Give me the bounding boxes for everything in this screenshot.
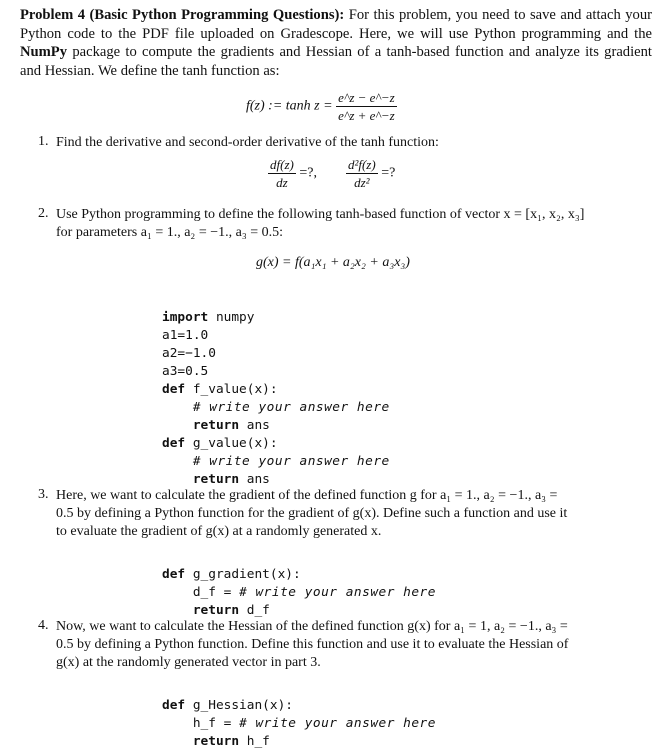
hessian-return: h_f bbox=[239, 734, 270, 749]
tanh-lhs: f(z) := tanh z = bbox=[246, 98, 333, 114]
gradient-comment: # write your answer here bbox=[239, 585, 436, 600]
second-derivative-rhs: =? bbox=[381, 165, 396, 181]
tanh-denominator: e^z + e^−z bbox=[338, 108, 395, 123]
return-keyword: return bbox=[192, 472, 240, 487]
second-derivative-numerator: d²f(z) bbox=[347, 157, 376, 172]
intro-text-b: package to compute the gradients and Hessian of a tanh-based function and analyze its gradient and Hessian. We define the tanh function as: bbox=[20, 44, 652, 79]
code-block-hessian bbox=[162, 679, 436, 751]
def-keyword: def bbox=[162, 698, 186, 713]
item-3-line-2: 0.5 by defining a Python function for the gradient of g(x). Define such a function and use it bbox=[56, 506, 568, 521]
derivative-equations bbox=[268, 157, 395, 190]
a3-assignment: a3=0.5 bbox=[162, 364, 209, 379]
gradient-return: d_f bbox=[239, 603, 270, 618]
item-3-number: 3. bbox=[38, 487, 49, 502]
a2-assignment: a2=−1.0 bbox=[162, 346, 216, 361]
second-derivative-denominator: dz² bbox=[354, 175, 370, 190]
def-keyword: def bbox=[162, 436, 186, 451]
item-4-line-2: 0.5 by defining a Python function. Define this function and use it to evaluate the Hessian of bbox=[56, 637, 569, 652]
import-module: numpy bbox=[208, 310, 255, 325]
item-3-line-3: to evaluate the gradient of g(x) at a randomly generated x. bbox=[56, 524, 382, 539]
g-value-signature: g_value(x): bbox=[185, 436, 278, 451]
g-function-equation: g(x) = f(a₁x₁ + a₂x₂ + a₃x₃) bbox=[256, 255, 410, 270]
first-derivative-rhs: =?, bbox=[299, 165, 317, 181]
g-value-return: ans bbox=[239, 472, 270, 487]
tanh-numerator: e^z − e^−z bbox=[338, 90, 395, 105]
item-4-number: 4. bbox=[38, 618, 49, 633]
hessian-signature: g_Hessian(x): bbox=[185, 698, 293, 713]
numpy-name: NumPy bbox=[20, 44, 68, 60]
item-1-number: 1. bbox=[38, 134, 49, 149]
first-derivative-fraction bbox=[268, 157, 296, 190]
intro-text-a: For this problem, you need to save and attach your Python code to the PDF file uploaded on Gradescope. Here, we will use Python programming and the bbox=[20, 7, 652, 42]
tanh-definition-equation bbox=[246, 90, 397, 123]
return-keyword: return bbox=[192, 603, 240, 618]
item-4-line-1: Now, we want to calculate the Hessian of the defined function g(x) for a₁ = 1, a₂ = −1., a₃ = bbox=[56, 619, 568, 634]
first-derivative-denominator: dz bbox=[276, 175, 288, 190]
gradient-signature: g_gradient(x): bbox=[185, 567, 301, 582]
code-block-gradient bbox=[162, 548, 436, 620]
f-value-comment: # write your answer here bbox=[192, 400, 390, 415]
item-3-line-1: Here, we want to calculate the gradient of the defined function g for a₁ = 1., a₂ = −1., a₃ = bbox=[56, 488, 558, 503]
gradient-assignment: d_f = bbox=[192, 585, 240, 600]
f-value-signature: f_value(x): bbox=[185, 382, 278, 397]
return-keyword: return bbox=[192, 734, 240, 749]
import-keyword: import bbox=[162, 310, 209, 325]
item-2-line-1: Use Python programming to define the following tanh-based function of vector x = [x₁, x₂, x₃] bbox=[56, 207, 585, 222]
def-keyword: def bbox=[162, 567, 186, 582]
second-derivative-fraction bbox=[346, 157, 378, 190]
hessian-comment: # write your answer here bbox=[239, 716, 436, 731]
g-value-comment: # write your answer here bbox=[192, 454, 390, 469]
tanh-fraction bbox=[336, 90, 397, 123]
item-2-number: 2. bbox=[38, 206, 49, 221]
item-2-line-2: for parameters a₁ = 1., a₂ = −1., a₃ = 0.5: bbox=[56, 225, 283, 240]
return-keyword: return bbox=[192, 418, 240, 433]
f-value-return: ans bbox=[239, 418, 270, 433]
problem-heading: Problem 4 (Basic Python Programming Questions): bbox=[20, 7, 345, 23]
a1-assignment: a1=1.0 bbox=[162, 328, 209, 343]
def-keyword: def bbox=[162, 382, 186, 397]
problem-intro bbox=[20, 6, 652, 80]
item-1-text: Find the derivative and second-order derivative of the tanh function: bbox=[56, 135, 439, 150]
hessian-assignment: h_f = bbox=[192, 716, 240, 731]
code-block-definitions bbox=[162, 291, 390, 489]
item-4-line-3: g(x) at the randomly generated vector in part 3. bbox=[56, 655, 321, 670]
first-derivative-numerator: df(z) bbox=[270, 157, 294, 172]
